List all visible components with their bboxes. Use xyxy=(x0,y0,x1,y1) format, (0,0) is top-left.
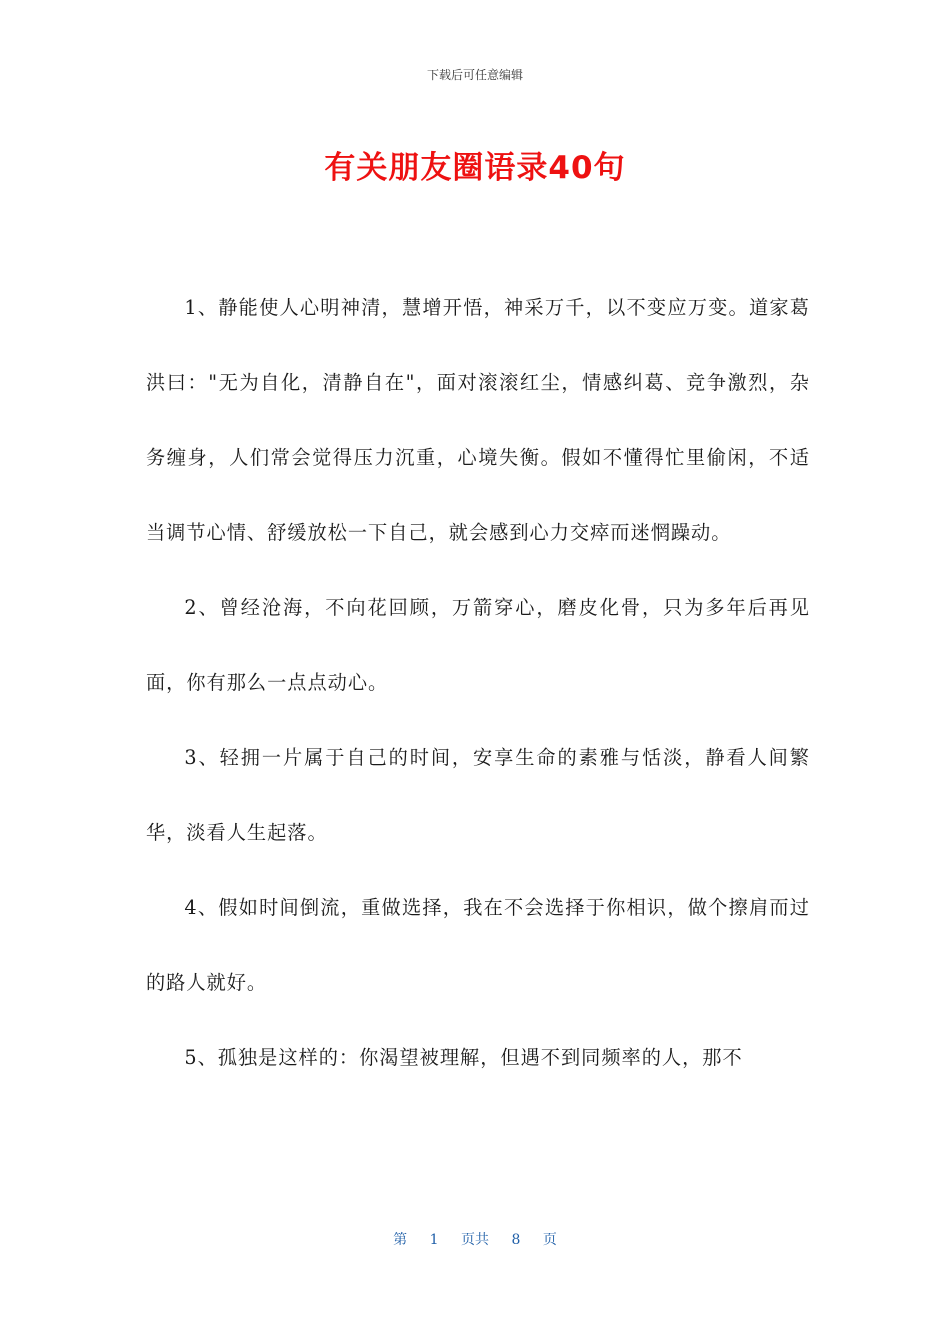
footer-current-page: 1 xyxy=(429,1232,439,1248)
paragraph-3: 3、轻拥一片属于自己的时间，安享生命的素雅与恬淡，静看人间繁华，淡看人生起落。 xyxy=(146,746,810,844)
footer-suffix: 页 xyxy=(542,1232,557,1248)
page-footer xyxy=(0,1229,950,1249)
paragraph-1: 1、静能使人心明神清，慧增开悟，神采万千，以不变应万变。道家葛洪曰："无为自化，清静自在"，面对滚滚红尘，情感纠葛、竞争激烈，杂务缠身，人们常会觉得压力沉重，心境失衡。假如不懂得忙里偷闲，不适当调节心情、舒缓放松一下自己，就会感到心力交瘁而迷惘躁动。 xyxy=(146,296,810,544)
document-body xyxy=(146,270,810,1095)
document-title: 有关朋友圈语录40句 xyxy=(324,150,626,186)
footer-prefix: 第 xyxy=(393,1232,408,1248)
header-note: 下载后可任意编辑 xyxy=(426,68,523,82)
paragraph-2: 2、曾经沧海，不向花回顾，万箭穿心，磨皮化骨，只为多年后再见面，你有那么一点点动心。 xyxy=(146,596,810,694)
paragraph-4: 4、假如时间倒流，重做选择，我在不会选择于你相识，做个擦肩而过的路人就好。 xyxy=(146,896,810,994)
footer-middle: 页共 xyxy=(461,1232,489,1248)
paragraph-5: 5、孤独是这样的：你渴望被理解，但遇不到同频率的人，那不 xyxy=(184,1046,743,1069)
footer-total-pages: 8 xyxy=(511,1232,521,1248)
